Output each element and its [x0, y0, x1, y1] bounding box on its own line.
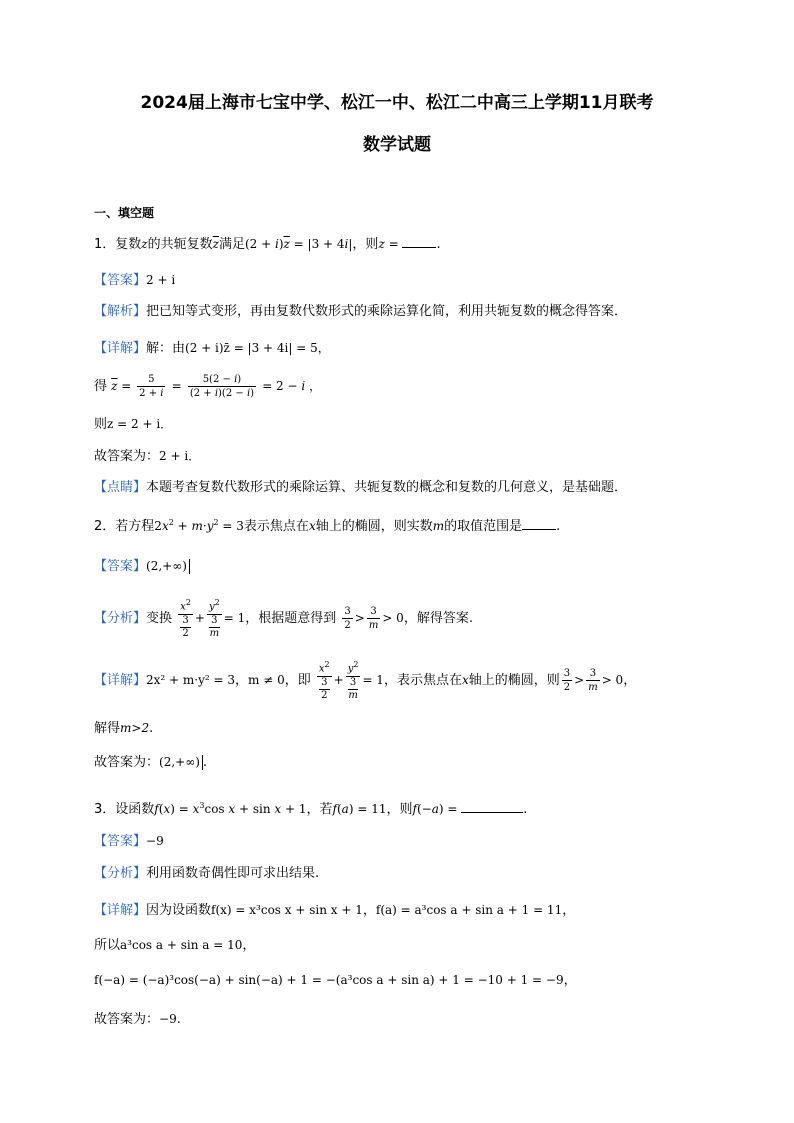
answer-blank [402, 235, 436, 248]
question-1: 1．复数z的共轭复数$\overline{z}$满足$(2 + i)\overline{z} = |3 + 4i|$，则z = . [94, 237, 441, 252]
q3-so: 所以a³cos a + sin a = 10， [94, 938, 256, 953]
q1-answer: 【答案】2 + i [94, 273, 176, 288]
q3-fenxi: 【分析】利用函数奇偶性即可求出结果. [94, 866, 320, 881]
q1-derivation: 得 $\overline{z}$ = $\frac{5}{2 + i}$ = $\frac{5(2 - i)}{(2 + i)(2 - i)}$ = 2 − i ， [94, 374, 322, 399]
q1-so: 故答案为：2 + i． [94, 449, 201, 464]
question-2: 2．若方程$2x^2 + m\cdot y^2 = 3$表示焦点在x轴上的椭圆，则实数m的取值范围是 . [94, 518, 561, 534]
q1-then: 则z = 2 + i． [94, 417, 173, 432]
q1-detail: 【详解】解：由(2 + i)z̄ = |3 + 4i| = 5， [94, 341, 330, 356]
q3-final: 故答案为：−9. [94, 1012, 181, 1027]
q2-answer: 【答案】(2,+∞) [94, 556, 194, 577]
q2-solve: 解得m>2. [94, 721, 154, 736]
q3-long-derivation: f(−a) = (−a)³cos(−a) + sin(−a) + 1 = −(a³cos a + sin a) + 1 = −10 + 1 = −9， [94, 973, 577, 988]
title-line-1: 2024届上海市七宝中学、松江一中、松江二中高三上学期11月联考 [140, 93, 654, 113]
title-line-2: 数学试题 [363, 135, 431, 155]
q1-comment: 【点睛】本题考查复数代数形式的乘除运算、共轭复数的概念和复数的几何意义，是基础题． [94, 480, 628, 495]
answer-blank [461, 800, 523, 813]
q2-fenxi: 【分析】变换 $x^2$ 3 2 + $y^2$ 3 m = 1，根据题意得到 $\frac{3}{2}$ > $\frac{3}{m}$ > 0，解得答案. [94, 598, 473, 639]
q3-answer: 【答案】−9 [94, 834, 164, 849]
q2-detail: 【详解】2x² + m·y² = 3，m ≠ 0，即 $x^2$ 3 2 + $y^2$ 3 m = 1，表示焦点在x轴上的椭圆，则 $\frac{3}{2}$ > $\frac{3}{m}$ > 0， [94, 660, 637, 701]
q1-analysis: 【解析】把已知等式变形，再由复数代数形式的乘除运算化简，利用共轭复数的概念得答案． [94, 304, 628, 319]
section-heading: 一、填空题 [94, 206, 155, 220]
q3-detail: 【详解】因为设函数f(x) = x³cos x + sin x + 1，f(a) = a³cos a + sin a + 1 = 11， [94, 903, 576, 918]
question-3: 3．设函数$f(x) = x^3\cos$ x + sin x + 1，若f(a) = 11，则f(−a) = . [94, 801, 528, 817]
answer-blank [522, 517, 556, 530]
q2-so: 故答案为：(2,+∞) . [94, 755, 208, 770]
